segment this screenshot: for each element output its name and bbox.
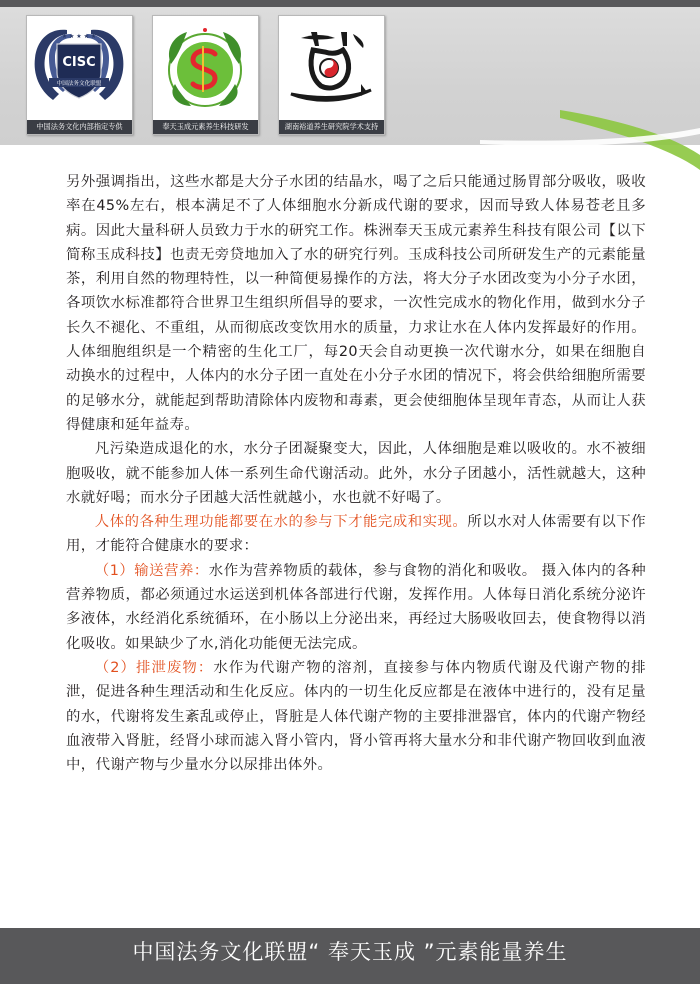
svg-text:★ ★ ★ ★ ★: ★ ★ ★ ★ ★ bbox=[61, 33, 97, 40]
logo-card-fengtian bbox=[152, 15, 259, 135]
item-1-label: （1）输送营养： bbox=[94, 562, 209, 579]
article-body bbox=[66, 170, 646, 777]
footer-bar bbox=[0, 928, 700, 984]
logo-card-cisc bbox=[26, 15, 133, 135]
logo-caption-cisc: 中国法务文化内部指定专供 bbox=[27, 120, 132, 134]
top-bar bbox=[0, 0, 700, 7]
logo-caption-yudao: 湖南裕道养生研究院学术支持 bbox=[279, 120, 384, 134]
logo-card-yudao bbox=[278, 15, 385, 135]
logo-caption-fengtian: 奉天玉成元素养生科技研发 bbox=[153, 120, 258, 134]
cisc-emblem-text: CISC bbox=[62, 55, 96, 70]
paragraph-4 bbox=[66, 559, 646, 656]
paragraph-3-text: 所以水对人体需要有以下作用，才能符合健康水的要求： bbox=[66, 514, 646, 555]
footer-slogan: 中国法务文化联盟“ 奉天玉成 ”元素能量养生 bbox=[132, 940, 568, 964]
paragraph-5 bbox=[66, 656, 646, 777]
item-1-text: 水作为营养物质的载体，参与食物的消化和吸收。 摄入体内的各种营养物质，都必须通过水运送到机体各部进行代谢，发挥作用。人体每日消化系统分泌许多液体，水经消化系统循环，在小肠以上分泌出来，再经过大肠吸收回去，使食物得以消化吸收。如果缺少了水,消化功能便无法完成。 bbox=[66, 562, 646, 652]
cisc-emblem-subtext: 中国法务文化联盟 bbox=[56, 81, 102, 87]
paragraph-2: 凡污染造成退化的水，水分子团凝聚变大，因此，人体细胞是难以吸收的。水不被细胞吸收，就不能参加人体一系列生命代谢活动。此外，水分子团越小，活性就越大，这种水就好喝；而水分子团越大活性就越小，水也就不好喝了。 bbox=[66, 441, 646, 506]
paragraph-3 bbox=[66, 510, 646, 559]
green-leaf-s-emblem-icon bbox=[153, 16, 258, 120]
paragraph-3-highlight: 人体的各种生理功能都要在水的参与下才能完成和实现。 bbox=[94, 514, 468, 531]
item-2-text: 水作为代谢产物的溶剂，直接参与体内物质代谢及代谢产物的排泄，促进各种生理活动和生化反应。体内的一切生化反应都是在液体中进行的，没有足量的水，代谢将发生紊乱或停止，肾脏是人体代谢产物的主要排泄器官，体内的代谢产物经血液带入肾脏，经肾小球而滤入肾小管内，肾小管再将大量水分和非代谢产物回收到血液中，代谢产物与少量水分以尿排出体外。 bbox=[66, 659, 647, 774]
item-2-label: （2）排泄废物： bbox=[94, 659, 214, 676]
cisc-shield-emblem-icon bbox=[27, 16, 132, 120]
calligraphy-emblem-icon bbox=[279, 16, 384, 120]
paragraph-1: 另外强调指出，这些水都是大分子水团的结晶水，喝了之后只能通过肠胃部分吸收，吸收率在45%左右，根本满足不了人体细胞水分新成代谢的要求，因而导致人体易苍老且多病。因此大量科研人员致力于水的研究工作。株洲奉天玉成元素养生科技有限公司【以下简称玉成科技】也责无旁贷地加入了水的研究行列。玉成科技公司所研发生产的元素能量茶，利用自然的物理特性，以一种简便易操作的方法，将大分子水团改变为小分子水团，各项饮水标准都符合世界卫生组织所倡导的要求，一次性完成水的物化作用，做到水分子长久不褪化、不重组，从而彻底改变饮用水的质量，力求让水在人体内发挥最好的作用。人体细胞组织是一个精密的生化工厂，每20天会自动更换一次代谢水分，如果在细胞自动换水的过程中，人体内的水分子团一直处在小分子水团的情况下，将会供给细胞所需要的足够水分，就能起到帮助清除体内废物和毒素，更会使细胞体呈现年青态，从而让人获得健康和延年益寿。 bbox=[66, 174, 646, 433]
